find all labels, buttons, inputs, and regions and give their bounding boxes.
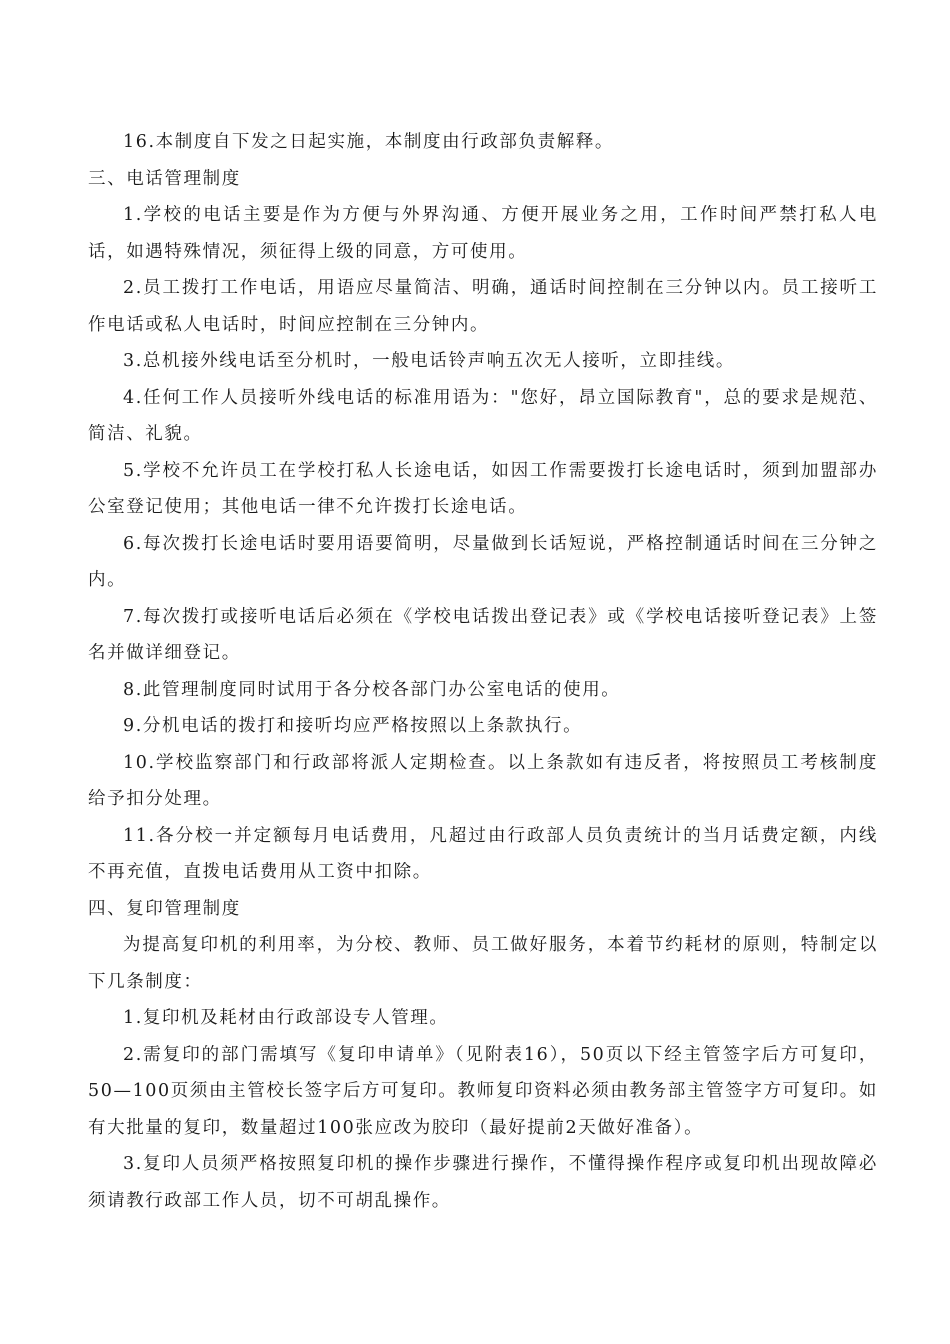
paragraph-item-16: 16.本制度自下发之日起实施，本制度由行政部负责解释。 <box>123 132 615 152</box>
paragraph-phone-7: 7.每次拨打或接听电话后必须在《学校电话拨出登记表》或《学校电话接听登记表》上签名并做详细登记。 <box>88 606 878 663</box>
paragraph-phone-11: 11.各分校一并定额每月电话费用，凡超过由行政部人员负责统计的当月话费定额，内线不再充值，直拨电话费用从工资中扣除。 <box>88 825 878 882</box>
paragraph-phone-9: 9.分机电话的拨打和接听均应严格按照以上条款执行。 <box>123 716 583 736</box>
paragraph-phone-3: 3.总机接外线电话至分机时，一般电话铃声响五次无人接听，立即挂线。 <box>123 351 735 371</box>
paragraph-phone-1: 1.学校的电话主要是作为方便与外界沟通、方便开展业务之用，工作时间严禁打私人电话，如遇特殊情况，须征得上级的同意，方可使用。 <box>88 205 878 262</box>
paragraph-copy-3: 3.复印人员须严格按照复印机的操作步骤进行操作，不懂得操作程序或复印机出现故障必须请教行政部工作人员，切不可胡乱操作。 <box>88 1154 878 1211</box>
paragraph-phone-10: 10.学校监察部门和行政部将派人定期检查。以上条款如有违反者，将按照员工考核制度给予扣分处理。 <box>88 752 878 809</box>
paragraph-phone-5: 5.学校不允许员工在学校打私人长途电话，如因工作需要拨打长途电话时，须到加盟部办公室登记使用；其他电话一律不允许拨打长途电话。 <box>88 460 878 517</box>
paragraph-copy-intro: 为提高复印机的利用率，为分校、教师、员工做好服务，本着节约耗材的原则，特制定以下几条制度： <box>88 935 878 992</box>
paragraph-copy-2: 2.需复印的部门需填写《复印申请单》（见附表16），50页以下经主管签字后方可复印，50—100页须由主管校长签字后方可复印。教师复印资料必须由教务部主管签字方可复印。如有大批量的复印，数量超过100张应改为胶印（最好提前2天做好准备）。 <box>88 1044 878 1138</box>
paragraph-phone-8: 8.此管理制度同时试用于各分校各部门办公室电话的使用。 <box>123 679 621 700</box>
document-body <box>88 124 878 1219</box>
section-heading-copy: 四、复印管理制度 <box>88 898 241 919</box>
paragraph-phone-4: 4.任何工作人员接听外线电话的标准用语为："您好，昂立国际教育"，总的要求是规范、简洁、礼貌。 <box>88 387 878 444</box>
paragraph-phone-6: 6.每次拨打长途电话时要用语要简明，尽量做到长话短说，严格控制通话时间在三分钟之内。 <box>88 533 878 590</box>
section-heading-phone: 三、电话管理制度 <box>88 168 241 189</box>
paragraph-phone-2: 2.员工拨打工作电话，用语应尽量简洁、明确，通话时间控制在三分钟以内。员工接听工作电话或私人电话时，时间应控制在三分钟内。 <box>88 278 878 335</box>
paragraph-copy-1: 1.复印机及耗材由行政部设专人管理。 <box>123 1008 449 1028</box>
